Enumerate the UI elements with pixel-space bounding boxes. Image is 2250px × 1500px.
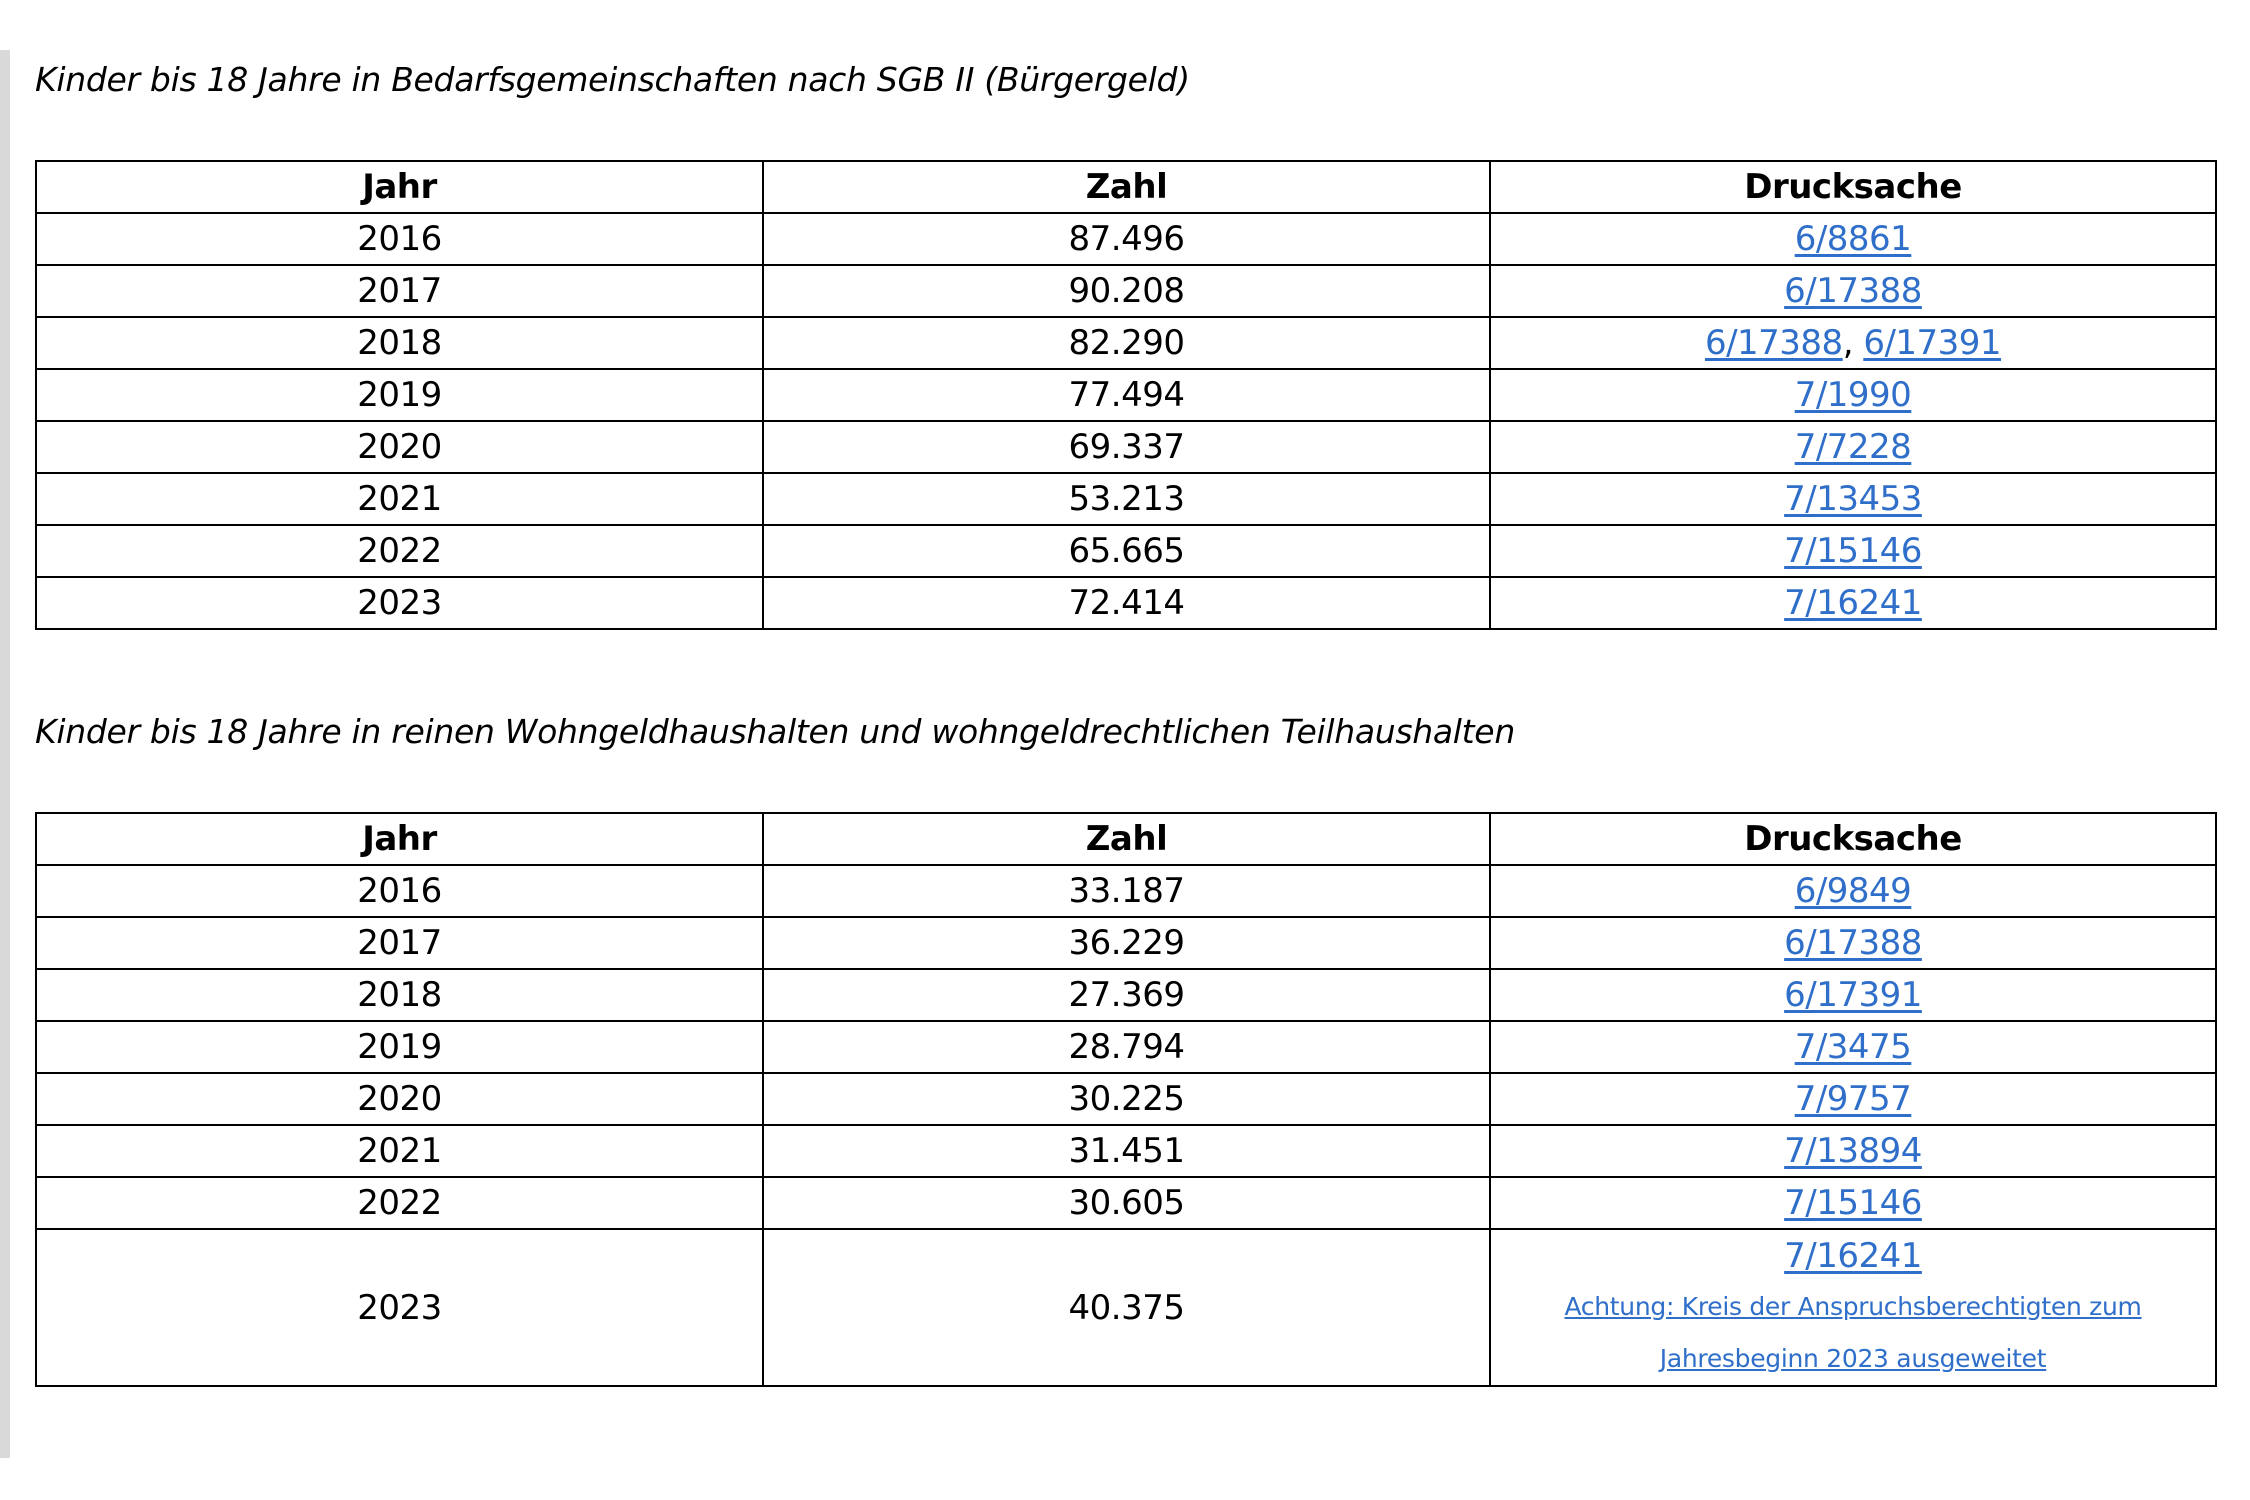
- cell-zahl: 90.208: [763, 265, 1490, 317]
- cell-drucksache: [1490, 421, 2216, 473]
- cell-drucksache: [1490, 1021, 2216, 1073]
- header-drucksache: Drucksache: [1490, 161, 2216, 213]
- drucksache-link[interactable]: 7/9757: [1794, 1079, 1912, 1119]
- cell-drucksache: [1490, 577, 2216, 629]
- cell-jahr: 2022: [36, 525, 763, 577]
- table-row: [36, 317, 2216, 369]
- table-row: [36, 917, 2216, 969]
- left-margin-bar: [0, 50, 10, 1458]
- cell-drucksache: [1490, 525, 2216, 577]
- cell-drucksache: [1490, 1125, 2216, 1177]
- cell-drucksache: [1490, 369, 2216, 421]
- header-zahl: Zahl: [763, 161, 1490, 213]
- drucksache-link[interactable]: 7/13894: [1784, 1131, 1922, 1171]
- table-wohngeld-children: [35, 812, 2217, 1387]
- table-2-caption: Kinder bis 18 Jahre in reinen Wohngeldhaushalten und wohngeldrechtlichen Teilhaushalten: [35, 712, 1515, 751]
- cell-drucksache: [1490, 213, 2216, 265]
- cell-jahr: 2023: [36, 577, 763, 629]
- header-jahr: Jahr: [36, 161, 763, 213]
- table-row: [36, 1177, 2216, 1229]
- cell-zahl: 77.494: [763, 369, 1490, 421]
- cell-jahr: 2018: [36, 969, 763, 1021]
- table-row: [36, 213, 2216, 265]
- table-row: [36, 865, 2216, 917]
- cell-jahr: 2021: [36, 473, 763, 525]
- table-row: [36, 369, 2216, 421]
- cell-drucksache: [1490, 1073, 2216, 1125]
- drucksache-link[interactable]: 7/16241: [1784, 583, 1922, 623]
- table-row: [36, 1073, 2216, 1125]
- drucksache-link[interactable]: 7/1990: [1794, 375, 1912, 415]
- table-row: [36, 577, 2216, 629]
- cell-jahr: 2021: [36, 1125, 763, 1177]
- cell-jahr: 2018: [36, 317, 763, 369]
- table-row: [36, 1021, 2216, 1073]
- cell-jahr: 2017: [36, 917, 763, 969]
- cell-zahl: 53.213: [763, 473, 1490, 525]
- cell-zahl: 30.225: [763, 1073, 1490, 1125]
- table-row: [36, 969, 2216, 1021]
- cell-zahl: 27.369: [763, 969, 1490, 1021]
- cell-zahl: 82.290: [763, 317, 1490, 369]
- cell-drucksache: [1490, 969, 2216, 1021]
- drucksache-link[interactable]: 7/13453: [1784, 479, 1922, 519]
- cell-zahl: 40.375: [763, 1229, 1490, 1386]
- table-header-row: [36, 161, 2216, 213]
- cell-zahl: 69.337: [763, 421, 1490, 473]
- table-row: [36, 1229, 2216, 1386]
- drucksache-link[interactable]: 7/16241: [1784, 1235, 1922, 1276]
- drucksache-link[interactable]: 6/9849: [1794, 871, 1912, 911]
- drucksache-link[interactable]: 6/17388: [1784, 271, 1922, 311]
- link-separator: ,: [1842, 323, 1864, 363]
- header-drucksache: Drucksache: [1490, 813, 2216, 865]
- cell-zahl: 30.605: [763, 1177, 1490, 1229]
- cell-jahr: 2022: [36, 1177, 763, 1229]
- drucksache-link[interactable]: 6/17391: [1784, 975, 1922, 1015]
- drucksache-link[interactable]: 6/8861: [1794, 219, 1912, 259]
- cell-jahr: 2019: [36, 369, 763, 421]
- drucksache-link[interactable]: 7/7228: [1794, 427, 1912, 467]
- cell-jahr: 2016: [36, 865, 763, 917]
- cell-drucksache: [1490, 265, 2216, 317]
- table-row: [36, 421, 2216, 473]
- drucksache-link[interactable]: 7/15146: [1784, 531, 1922, 571]
- table-sgb2-children: [35, 160, 2217, 630]
- header-jahr: Jahr: [36, 813, 763, 865]
- cell-drucksache: [1490, 1229, 2216, 1386]
- cell-zahl: 87.496: [763, 213, 1490, 265]
- cell-jahr: 2017: [36, 265, 763, 317]
- cell-zahl: 72.414: [763, 577, 1490, 629]
- cell-jahr: 2023: [36, 1229, 763, 1386]
- cell-drucksache: [1490, 317, 2216, 369]
- cell-zahl: 36.229: [763, 917, 1490, 969]
- cell-jahr: 2020: [36, 1073, 763, 1125]
- table-row: [36, 525, 2216, 577]
- cell-drucksache: [1490, 1177, 2216, 1229]
- cell-jahr: 2020: [36, 421, 763, 473]
- table-header-row: [36, 813, 2216, 865]
- table-row: [36, 265, 2216, 317]
- cell-drucksache: [1490, 473, 2216, 525]
- cell-zahl: 28.794: [763, 1021, 1490, 1073]
- drucksache-link[interactable]: 7/3475: [1794, 1027, 1912, 1067]
- table-row: [36, 1125, 2216, 1177]
- cell-drucksache: [1490, 917, 2216, 969]
- drucksache-link[interactable]: 6/17391: [1863, 323, 2002, 363]
- cell-jahr: 2019: [36, 1021, 763, 1073]
- cell-zahl: 31.451: [763, 1125, 1490, 1177]
- note-link-line-2[interactable]: Jahresbeginn 2023 ausgeweitet: [1659, 1343, 2047, 1373]
- table-1-caption: Kinder bis 18 Jahre in Bedarfsgemeinschaften nach SGB II (Bürgergeld): [35, 60, 1190, 99]
- drucksache-link[interactable]: 7/15146: [1784, 1183, 1922, 1223]
- cell-jahr: 2016: [36, 213, 763, 265]
- drucksache-link[interactable]: 6/17388: [1704, 323, 1843, 363]
- cell-zahl: 33.187: [763, 865, 1490, 917]
- drucksache-link[interactable]: 6/17388: [1784, 923, 1922, 963]
- cell-zahl: 65.665: [763, 525, 1490, 577]
- cell-drucksache: [1490, 865, 2216, 917]
- note-link-line-1[interactable]: Achtung: Kreis der Anspruchsberechtigten zum: [1564, 1291, 2142, 1321]
- header-zahl: Zahl: [763, 813, 1490, 865]
- table-row: [36, 473, 2216, 525]
